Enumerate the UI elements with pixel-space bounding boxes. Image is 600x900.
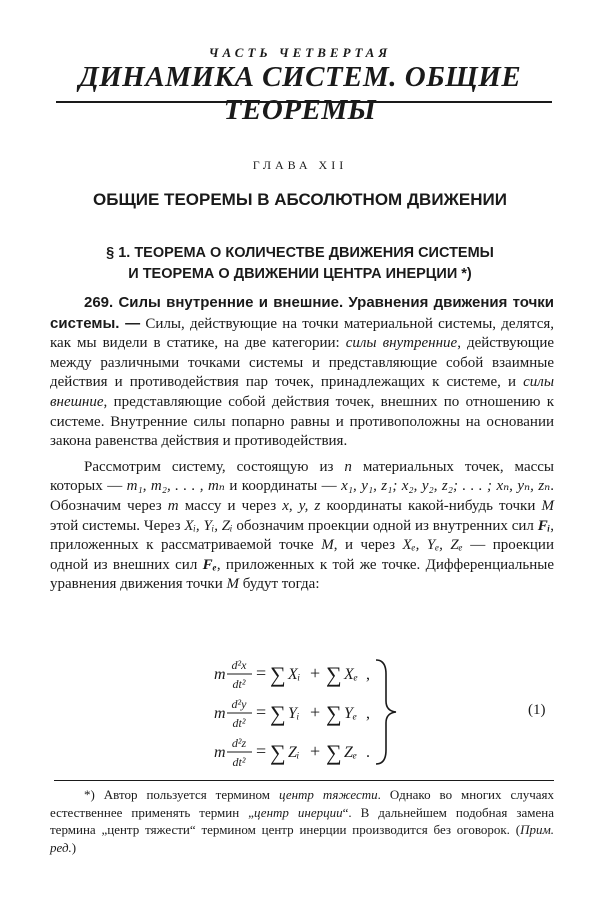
eq-numerator: d²y [231, 697, 247, 711]
emphasis-internal-forces: силы внутренние [345, 335, 458, 352]
eq-sum: ∑ [326, 701, 342, 726]
eq-numerator: d²x [231, 658, 247, 672]
text-run: Рассмотрим систему, состоящую из [84, 458, 345, 475]
eq-term-internal: Zᵢ [288, 744, 300, 761]
text-run: обозначим проекции одной из внутренних сил [232, 517, 538, 534]
part-title: ДИНАМИКА СИСТЕМ. ОБЩИЕ ТЕОРЕМЫ [78, 61, 522, 126]
math-force-fi: Fᵢ [537, 517, 551, 534]
text-run: координаты какой-нибудь точки [320, 497, 542, 514]
math-xyz: x, y, z [282, 497, 321, 514]
equation-number: (1) [528, 702, 546, 718]
editor-note: Прим. ред. [50, 822, 554, 855]
text-run: *) Автор пользуется термином [84, 787, 279, 802]
equation-system [0, 654, 600, 769]
math-point-m: M [226, 576, 239, 593]
eq-term-internal: Yᵢ [288, 705, 300, 722]
math-internal-projections: Xᵢ, Yᵢ, Zᵢ [184, 517, 233, 534]
eq-term-external: Zₑ [344, 744, 358, 761]
eq-term-internal: Xᵢ [288, 666, 301, 683]
math-m: m [167, 497, 179, 514]
eq-equals: = [256, 663, 267, 683]
eq-punct: . [366, 744, 370, 761]
eq-coef: m [214, 744, 226, 761]
paragraph-heading: 269. Силы внутренние и внешние. Уравнения движения точки системы. — [50, 294, 554, 332]
eq-term-external: Xₑ [344, 666, 358, 683]
text-run: — проекции одной из внешних сил [50, 537, 554, 573]
eq-punct: , [366, 705, 370, 722]
eq-term-external: Yₑ [344, 705, 358, 722]
emphasis-center-of-inertia: центр инерции [253, 804, 343, 820]
paragraph-269 [50, 293, 554, 452]
text-run: и координаты — [224, 478, 342, 495]
eq-denominator: dt² [232, 677, 246, 691]
text-run: . Однако во многих случаях естественнее применять термин „ [50, 787, 555, 820]
eq-denominator: dt² [232, 716, 246, 730]
math-n: n [344, 458, 352, 475]
math-external-projections: Xₑ, Yₑ, Zₑ [402, 537, 463, 554]
text-run: “. В дальнейшем подобная замена термина „центр тяжести“ термином центр инерции производится без оговорок. ( [50, 804, 554, 837]
text-run: материальных точек, массы которых — [50, 458, 554, 495]
section-title-line-2: И ТЕОРЕМА О ДВИЖЕНИИ ЦЕНТРА ИНЕРЦИИ *) [128, 266, 472, 282]
chapter-title: ОБЩИЕ ТЕОРЕМЫ В АБСОЛЮТНОМ ДВИЖЕНИИ [93, 190, 507, 209]
text-run: . Обозначим через [50, 478, 554, 514]
header-rule [56, 101, 552, 103]
eq-sum: ∑ [326, 740, 342, 765]
footnote-rule [54, 780, 554, 781]
part-label: ЧАСТЬ ЧЕТВЕРТАЯ [208, 45, 392, 60]
eq-coef: m [214, 666, 226, 683]
math-masses: m₁, m₂, . . . , mₙ [126, 478, 225, 495]
text-run: ) [71, 839, 77, 855]
math-force-fe: Fₑ [202, 556, 217, 573]
paragraph-system [50, 458, 554, 595]
text-run: , приложенных к рассматриваемой точке [50, 517, 554, 554]
emphasis-center-of-gravity: центр тяжести [279, 787, 378, 802]
text-run: массу и через [178, 497, 283, 514]
math-coordinates: x₁, y₁, z₁; x₂, y₂, z₂; . . . ; xₙ, yₙ, zₙ [341, 478, 551, 495]
eq-sum: ∑ [270, 740, 286, 765]
eq-equals: = [256, 702, 267, 722]
chapter-label: ГЛАВА XII [252, 158, 348, 172]
equation-row-x [214, 658, 370, 691]
equations-svg [0, 654, 600, 769]
text-run: , и через [333, 537, 403, 554]
section-title [0, 243, 600, 285]
eq-punct: , [366, 666, 370, 683]
eq-equals: = [256, 741, 267, 761]
math-point-m: M [321, 537, 334, 554]
equation-row-z [214, 736, 370, 769]
eq-sum: ∑ [270, 662, 286, 687]
footnote [50, 786, 554, 856]
eq-numerator: d²z [231, 736, 247, 750]
body-text [50, 293, 554, 595]
eq-plus: + [310, 702, 321, 722]
text-run: будут тогда: [238, 576, 320, 593]
emphasis-external-forces: силы внешние [50, 374, 554, 410]
text-run: , действующие между различными точками системы и представляющие собой взаимные действия и противодействия пар точек, принадлежащих к системе, и [50, 335, 555, 391]
text-run: , представляющие собой действия точек, внешних по отношению к системе. Внутренние силы попарно равны и противоположны на основании закона равенства действия и противодействия. [50, 393, 554, 450]
eq-plus: + [310, 663, 321, 683]
eq-coef: m [214, 705, 226, 722]
eq-denominator: dt² [232, 755, 246, 769]
text-run: , приложенных к той же точке. Дифференциальные уравнения движения точки [50, 556, 555, 593]
math-point-m: M [541, 497, 554, 514]
eq-sum: ∑ [326, 662, 342, 687]
text-run: Силы, действующие на точки материальной системы, делятся, как мы видели в статике, на две категории: [50, 315, 554, 352]
right-brace [376, 660, 396, 764]
text-run: этой системы. Через [50, 517, 185, 534]
equation-row-y [214, 697, 370, 730]
eq-sum: ∑ [270, 701, 286, 726]
eq-plus: + [310, 741, 321, 761]
section-title-line-1: § 1. ТЕОРЕМА О КОЛИЧЕСТВЕ ДВИЖЕНИЯ СИСТЕМЫ [106, 245, 494, 261]
